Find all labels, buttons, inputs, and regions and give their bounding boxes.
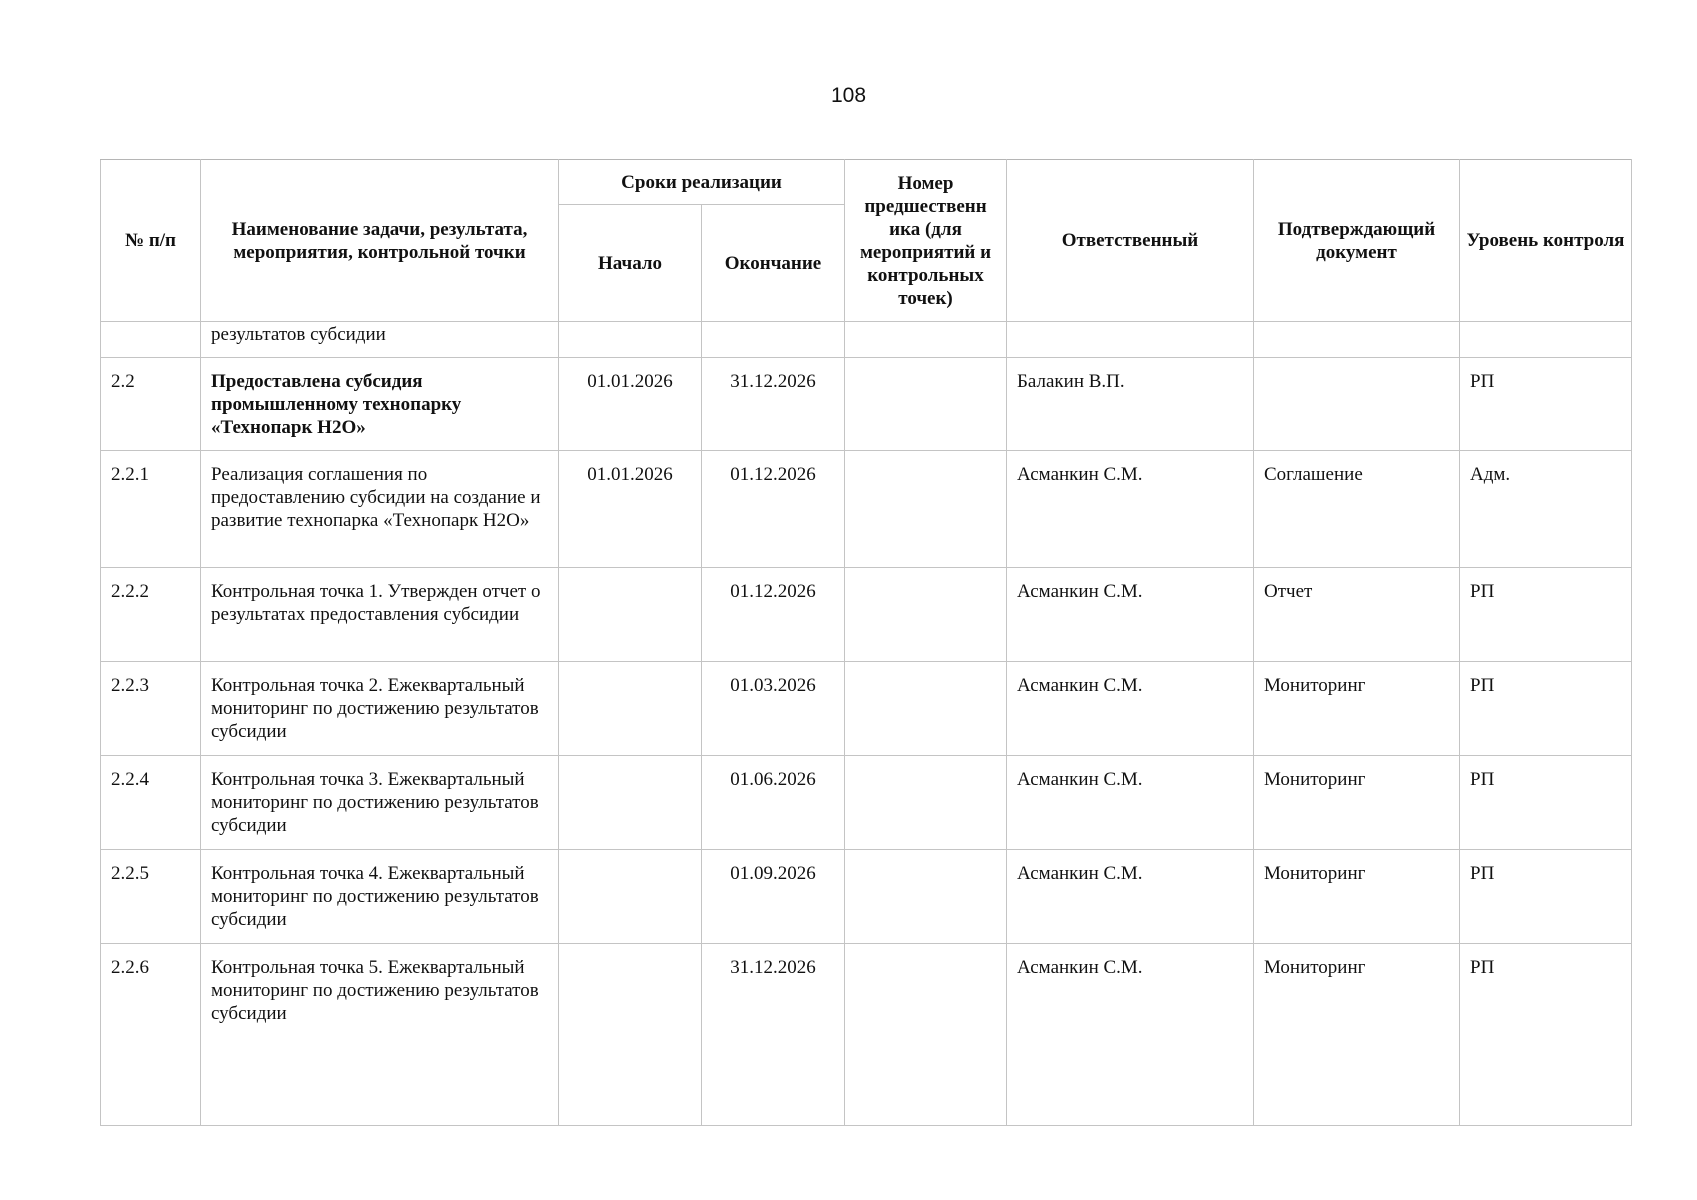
cell-name: Контрольная точка 2. Ежеквартальный мониторинг по достижению результатов субсидии xyxy=(201,662,559,756)
cell-predecessor xyxy=(845,451,1007,568)
cell-num: 2.2.2 xyxy=(101,568,201,662)
cell-end: 01.12.2026 xyxy=(702,568,845,662)
continuation-row xyxy=(101,322,1632,358)
cell-responsible: Асманкин С.М. xyxy=(1007,662,1254,756)
page-number: 108 xyxy=(830,84,867,107)
cell-document xyxy=(1254,358,1460,451)
header-control: Уровень контроля xyxy=(1460,160,1632,322)
cell-num: 2.2.4 xyxy=(101,756,201,850)
header-document: Подтверждающий документ xyxy=(1254,160,1460,322)
table-row xyxy=(101,358,1632,451)
cell-predecessor xyxy=(845,322,1007,358)
cell-control: РП xyxy=(1460,850,1632,944)
cell-control xyxy=(1460,322,1632,358)
cell-document: Мониторинг xyxy=(1254,756,1460,850)
cell-document: Соглашение xyxy=(1254,451,1460,568)
cell-document: Мониторинг xyxy=(1254,662,1460,756)
cell-predecessor xyxy=(845,944,1007,1126)
cell-name: Контрольная точка 3. Ежеквартальный мониторинг по достижению результатов субсидии xyxy=(201,756,559,850)
header-responsible: Ответственный xyxy=(1007,160,1254,322)
cell-num: 2.2.6 xyxy=(101,944,201,1126)
header-terms: Сроки реализации xyxy=(559,160,845,205)
cell-control: Адм. xyxy=(1460,451,1632,568)
table-row xyxy=(101,662,1632,756)
cell-end: 31.12.2026 xyxy=(702,358,845,451)
cell-responsible: Асманкин С.М. xyxy=(1007,451,1254,568)
cell-document xyxy=(1254,322,1460,358)
cell-name: Предоставлена субсидия промышленному технопарку «Технопарк Н2О» xyxy=(201,358,559,451)
cell-name: Контрольная точка 4. Ежеквартальный мониторинг по достижению результатов субсидии xyxy=(201,850,559,944)
cell-num: 2.2 xyxy=(101,358,201,451)
header-predecessor: Номер предшественн ика (для мероприятий и контрольных точек) xyxy=(845,160,1007,322)
cell-end xyxy=(702,322,845,358)
table-row xyxy=(101,756,1632,850)
cell-predecessor xyxy=(845,850,1007,944)
cell-document: Отчет xyxy=(1254,568,1460,662)
cell-end: 01.03.2026 xyxy=(702,662,845,756)
cell-num: 2.2.5 xyxy=(101,850,201,944)
table-row xyxy=(101,850,1632,944)
cell-start xyxy=(559,850,702,944)
header-name: Наименование задачи, результата, мероприятия, контрольной точки xyxy=(201,160,559,322)
cell-start: 01.01.2026 xyxy=(559,451,702,568)
cell-num: 2.2.3 xyxy=(101,662,201,756)
cell-responsible: Асманкин С.М. xyxy=(1007,756,1254,850)
header-end: Окончание xyxy=(702,205,845,322)
cell-responsible: Балакин В.П. xyxy=(1007,358,1254,451)
cell-num xyxy=(101,322,201,358)
header-start: Начало xyxy=(559,205,702,322)
cell-start xyxy=(559,568,702,662)
cell-name: Контрольная точка 5. Ежеквартальный мониторинг по достижению результатов субсидии xyxy=(201,944,559,1126)
cell-document: Мониторинг xyxy=(1254,850,1460,944)
cell-predecessor xyxy=(845,662,1007,756)
cell-document: Мониторинг xyxy=(1254,944,1460,1126)
cell-responsible xyxy=(1007,322,1254,358)
cell-end: 01.06.2026 xyxy=(702,756,845,850)
implementation-plan-table xyxy=(100,159,1632,1126)
cell-control: РП xyxy=(1460,756,1632,850)
cell-name: Реализация соглашения по предоставлению субсидии на создание и развитие технопарка «Технопарк Н2О» xyxy=(201,451,559,568)
cell-control: РП xyxy=(1460,662,1632,756)
cell-num: 2.2.1 xyxy=(101,451,201,568)
cell-predecessor xyxy=(845,756,1007,850)
table-row xyxy=(101,944,1632,1126)
cell-control: РП xyxy=(1460,944,1632,1126)
cell-start xyxy=(559,322,702,358)
cell-responsible: Асманкин С.М. xyxy=(1007,944,1254,1126)
cell-start xyxy=(559,662,702,756)
cell-name: результатов субсидии xyxy=(201,322,559,358)
cell-control: РП xyxy=(1460,358,1632,451)
cell-predecessor xyxy=(845,568,1007,662)
table-row xyxy=(101,451,1632,568)
cell-end: 01.12.2026 xyxy=(702,451,845,568)
cell-name: Контрольная точка 1. Утвержден отчет о результатах предоставления субсидии xyxy=(201,568,559,662)
cell-start xyxy=(559,756,702,850)
table-row xyxy=(101,568,1632,662)
cell-start xyxy=(559,944,702,1126)
header-num: № п/п xyxy=(101,160,201,322)
cell-control: РП xyxy=(1460,568,1632,662)
cell-end: 31.12.2026 xyxy=(702,944,845,1126)
cell-start: 01.01.2026 xyxy=(559,358,702,451)
cell-responsible: Асманкин С.М. xyxy=(1007,568,1254,662)
cell-predecessor xyxy=(845,358,1007,451)
cell-end: 01.09.2026 xyxy=(702,850,845,944)
cell-responsible: Асманкин С.М. xyxy=(1007,850,1254,944)
